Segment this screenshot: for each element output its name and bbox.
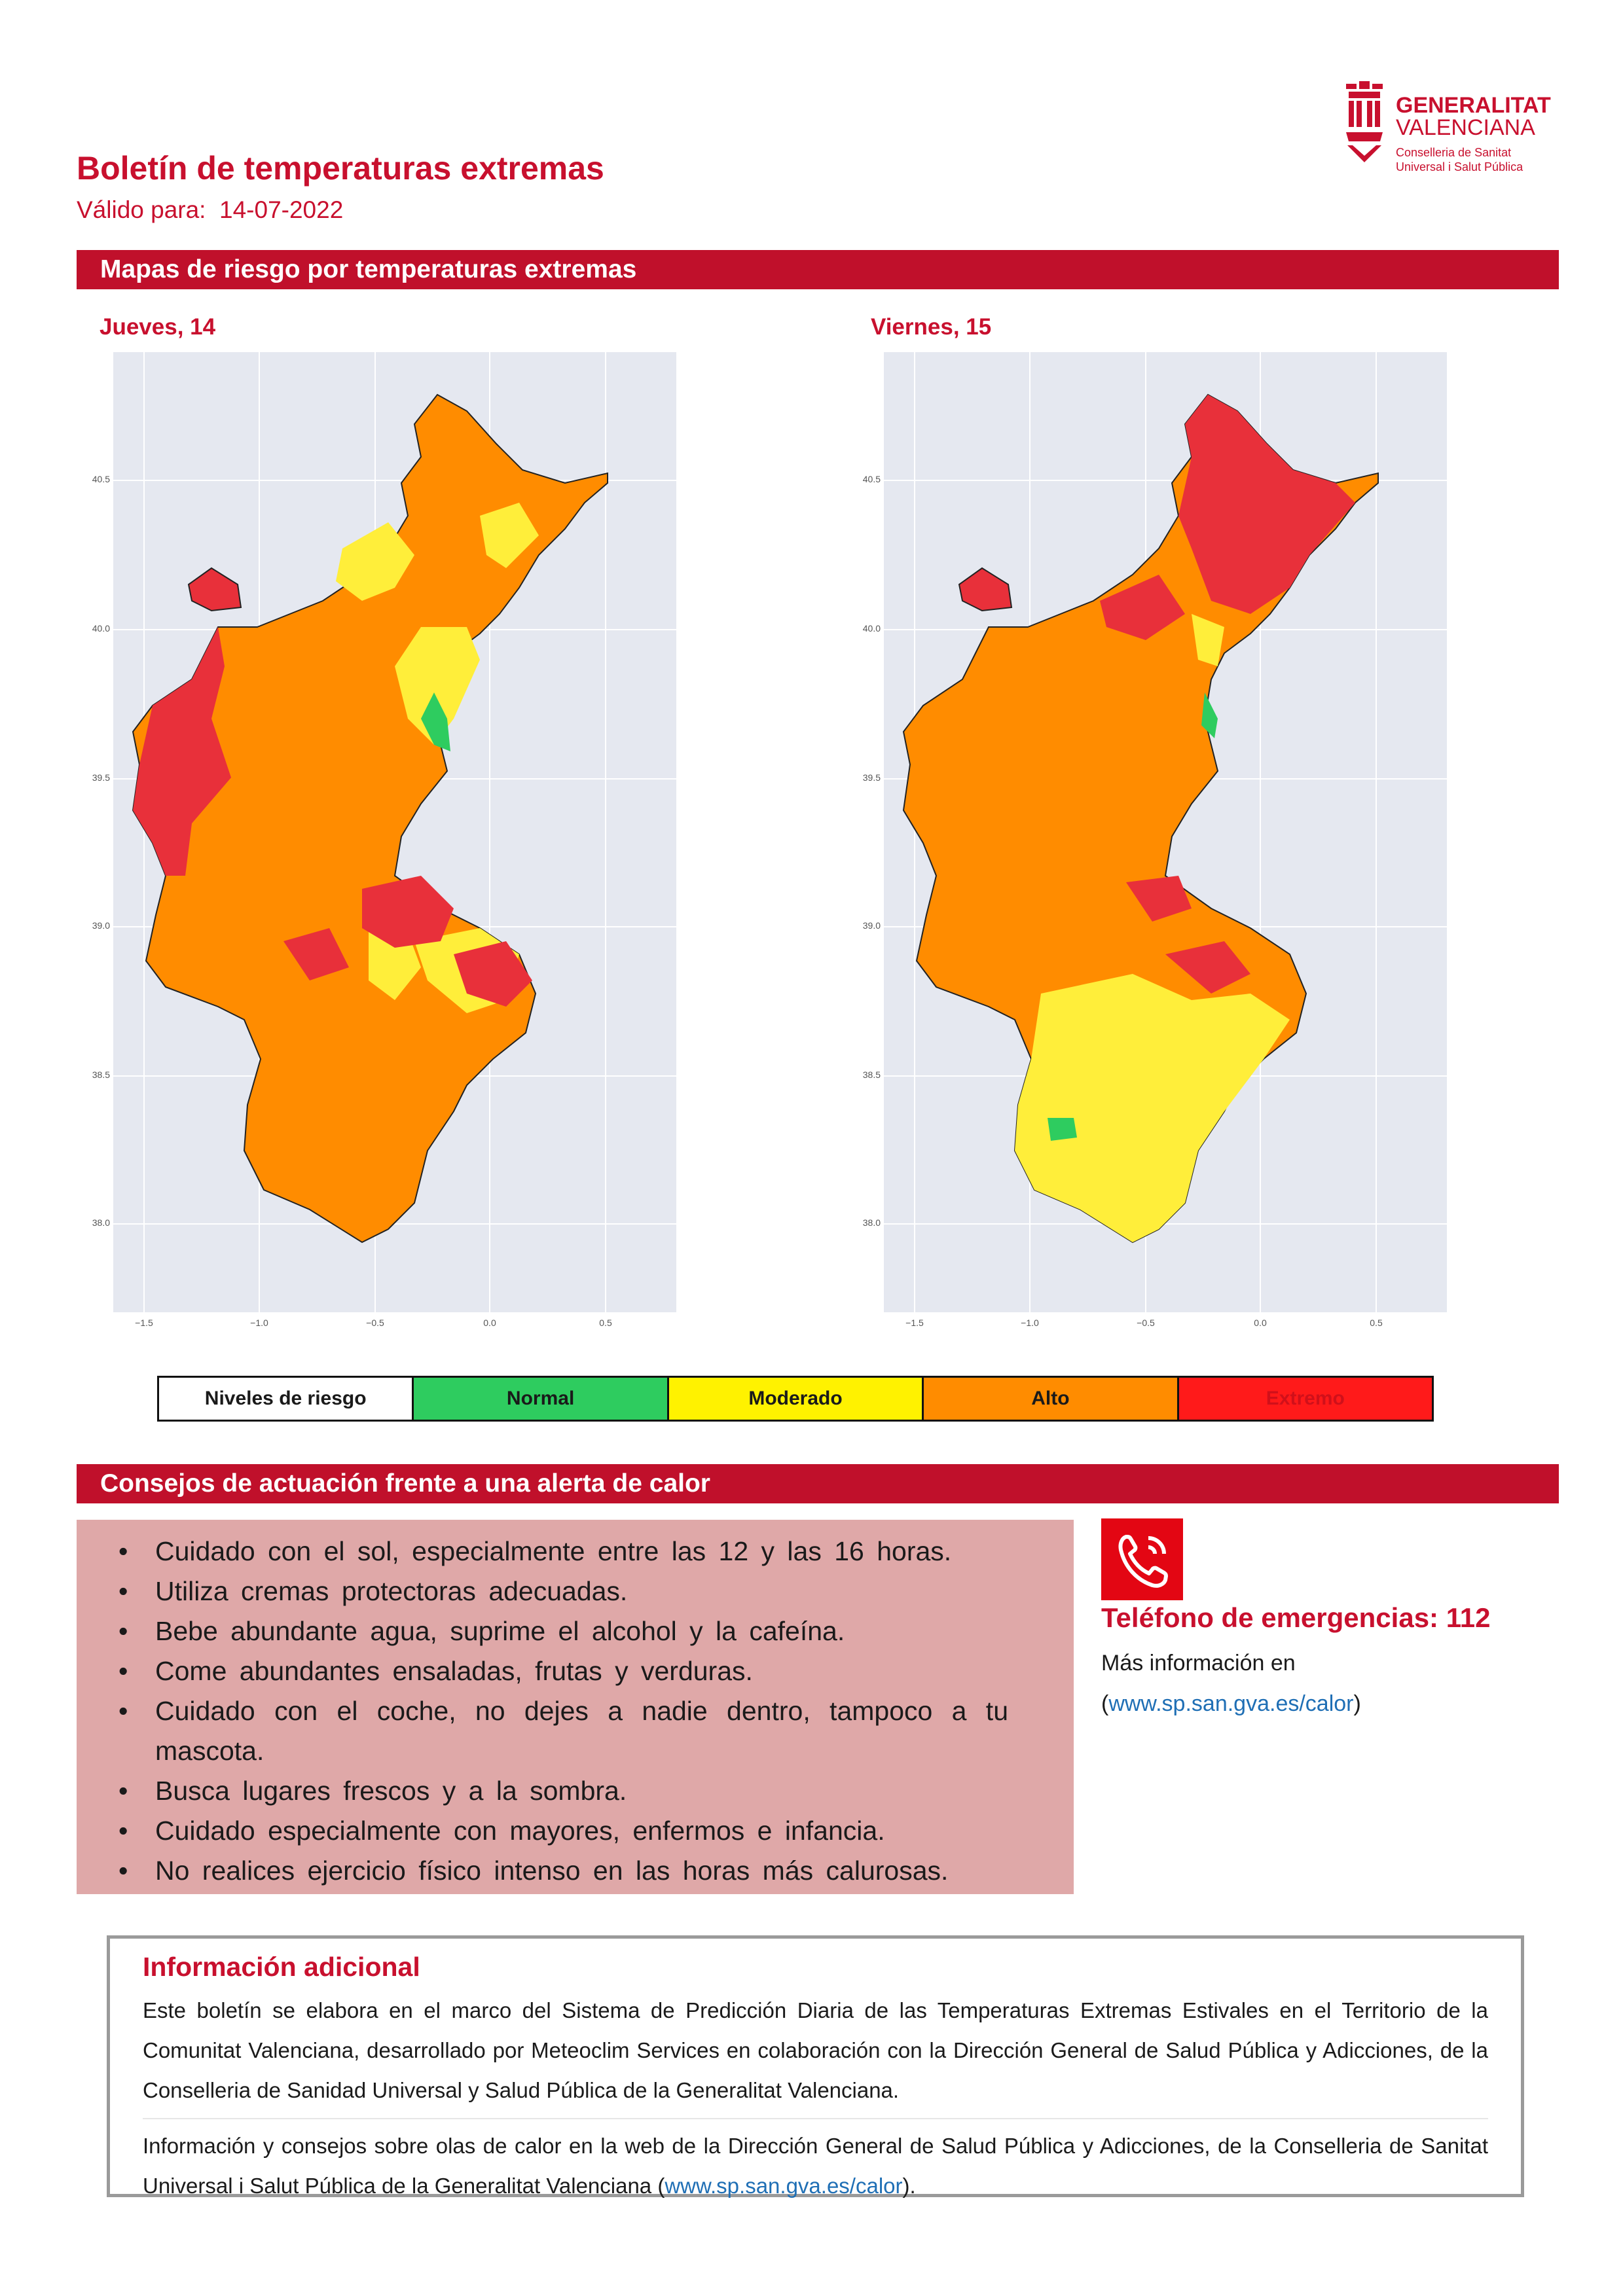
advice-box — [77, 1520, 1074, 1894]
p2-text: Información y consejos sobre olas de calor en la web de la Dirección General de Salud Pública y Adicciones, de la Conselleria de Sanitat Universal i Salut Pública de la Generalitat Valenciana ( — [143, 2134, 1488, 2198]
map-thursday-svg — [113, 352, 676, 1312]
logo-sub-2: Universal i Salut Pública — [1396, 160, 1523, 173]
y-tick: 40.0 — [92, 623, 110, 634]
advice-section-header: Consejos de actuación frente a una alerta de calor — [77, 1464, 1559, 1503]
risk-level-legend — [157, 1376, 1434, 1422]
phone-icon — [1101, 1518, 1183, 1600]
x-tick: 0.0 — [1254, 1318, 1267, 1328]
generalitat-logo — [1341, 81, 1577, 186]
logo-sub-1: Conselleria de Sanitat — [1396, 146, 1512, 159]
y-tick: 39.0 — [92, 920, 110, 931]
valid-date-line — [77, 196, 343, 224]
x-tick: 0.5 — [599, 1318, 612, 1328]
advice-item: • Come abundantes ensaladas, frutas y verduras. — [155, 1651, 1008, 1691]
paren: ) — [1353, 1691, 1361, 1716]
advice-item: • Cuidado especialmente con mayores, enfermos e infancia. — [155, 1811, 1008, 1851]
advice-item: • Bebe abundante agua, suprime el alcohol y la cafeína. — [155, 1611, 1008, 1651]
y-tick: 38.5 — [92, 1069, 110, 1080]
x-tick: −0.5 — [1137, 1318, 1155, 1328]
y-tick: 39.5 — [862, 772, 881, 783]
calor-link-2[interactable]: www.sp.san.gva.es/calor — [665, 2174, 903, 2198]
emergency-phone: Teléfono de emergencias: 112 — [1101, 1602, 1491, 1633]
y-tick: 38.0 — [862, 1217, 881, 1228]
advice-list — [155, 1532, 1008, 1891]
more-info — [1101, 1643, 1361, 1724]
additional-info-p2 — [143, 2126, 1488, 2206]
x-tick: −0.5 — [366, 1318, 384, 1328]
paren: ( — [1101, 1691, 1109, 1716]
risk-map-thursday — [92, 352, 676, 1328]
calor-link[interactable]: www.sp.san.gva.es/calor — [1108, 1691, 1354, 1716]
additional-info-heading: Información adicional — [143, 1952, 420, 1982]
x-tick: −1.0 — [1021, 1318, 1039, 1328]
advice-item: • Utiliza cremas protectoras adecuadas. — [155, 1571, 1008, 1611]
y-tick: 40.0 — [862, 623, 881, 634]
map-day-label-1: Jueves, 14 — [100, 314, 216, 340]
more-info-label: Más información en — [1101, 1651, 1296, 1676]
y-tick: 39.5 — [92, 772, 110, 783]
y-tick: 40.5 — [92, 474, 110, 484]
y-tick: 39.0 — [862, 920, 881, 931]
advice-item: • No realices ejercicio físico intenso en las horas más calurosas. — [155, 1851, 1008, 1891]
legend-alto: Alto — [924, 1378, 1178, 1420]
x-tick: 0.0 — [483, 1318, 496, 1328]
x-tick: 0.5 — [1370, 1318, 1383, 1328]
y-tick: 38.0 — [92, 1217, 110, 1228]
legend-moderado: Moderado — [669, 1378, 924, 1420]
x-tick: −1.0 — [250, 1318, 268, 1328]
map-friday-svg — [884, 352, 1447, 1312]
advice-item: • Cuidado con el coche, no dejes a nadie dentro, tampoco a tu mascota. — [155, 1691, 1008, 1771]
map-day-label-2: Viernes, 15 — [871, 314, 992, 340]
x-tick: −1.5 — [905, 1318, 924, 1328]
coat-of-arms-icon — [1341, 81, 1388, 166]
advice-item: • Cuidado con el sol, especialmente entre las 12 y las 16 horas. — [155, 1532, 1008, 1571]
y-tick: 40.5 — [862, 474, 881, 484]
legend-extremo: Extremo — [1179, 1378, 1432, 1420]
page-title: Boletín de temperaturas extremas — [77, 150, 604, 187]
additional-info-box — [107, 1935, 1524, 2197]
logo-line-2: VALENCIANA — [1396, 115, 1535, 140]
valid-date: 14-07-2022 — [219, 196, 344, 223]
valid-label: Válido para: — [77, 196, 206, 223]
legend-title: Niveles de riesgo — [159, 1378, 414, 1420]
additional-info-p1: Este boletín se elabora en el marco del Sistema de Predicción Diaria de las Temperaturas Extremas Estivales en el Territorio de la Comunitat Valenciana, desarrollado por Meteoclim Services en colaboración con la Dirección General de Salud Pública y Adicciones, de la Conselleria de Sanidad Universal y Salud Pública de la Generalitat Valenciana. — [143, 1998, 1488, 2102]
maps-section-header: Mapas de riesgo por temperaturas extremas — [77, 250, 1559, 289]
y-tick: 38.5 — [862, 1069, 881, 1080]
legend-normal: Normal — [414, 1378, 668, 1420]
risk-map-friday — [862, 352, 1447, 1328]
logo-line-1: GENERALITAT — [1396, 93, 1551, 118]
p2-end: ). — [902, 2174, 916, 2198]
x-tick: −1.5 — [135, 1318, 153, 1328]
advice-item: • Busca lugares frescos y a la sombra. — [155, 1771, 1008, 1811]
divider — [143, 2118, 1488, 2119]
